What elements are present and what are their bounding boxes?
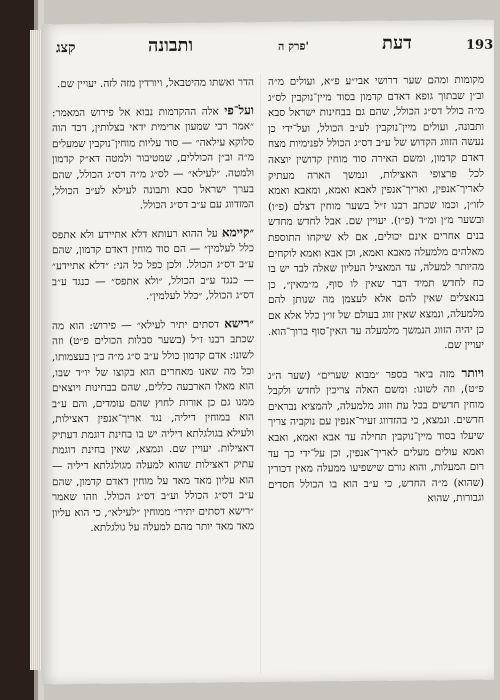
- paragraph-lead-word: ועל־פי: [224, 102, 254, 118]
- paragraph: [52, 103, 254, 215]
- paragraph-lead-word: ״רישא: [224, 315, 254, 331]
- folio-hebrew: קצג: [56, 40, 76, 57]
- column-divider: [260, 74, 261, 674]
- folio-number: 193: [466, 37, 494, 53]
- text-column-right: [268, 72, 484, 674]
- text-column-left: [52, 74, 254, 676]
- running-header: [52, 32, 494, 71]
- book-page: [42, 20, 494, 685]
- paragraph-text: מקומות ומהם שער דרושי אבי״ע פ״א, ועולים מ״ה וב״ן שבתוך גופא דאדם קדמון בסוד מיין־נוקבין לס״ג מ״ה כולל דס״ג הכולל, שהם גם בבחינות ישראל סבא ותבונה, ועולים מיין־נוקבין לע״ב הכולל, ועל־ידי כן נעשה הזווג הקדוש של ע״ב דס״ג הכולל לפנימיות מצח דאדם קדמון, ומשם האירה סוד מוחין קדושין יוצאה לכל פרצופי האצילות, ונמשך הארה מעתיק לאריך־אנפין, ואריך־אנפין לאבא ואמא, ומאבא ואמא לזו״ן, וכמו שכתב רבנו ז״ל בשער מוחין דצלם (פ״ו) ובשער מ״ן ומ״ד (פ״ו). יעויין שם. אבל לחדש מחדש בנים אחרים אינם יכולים, אם לא שיקחו התוספת מאלהים מלמעלה מאבא ואמא, וכן אבא ואמא לוקחים מהיותר למעלה, עד המאציל העליון שאלה לבד יש בו כח לחדש תמיד דבר שאין לו סוף, מ״מאין״, כן בנאצלים שאין להם אלא לעצמן מה שנותן להם מלמעלה, ונמצא שאין זווג בעולם של זו״ן כלל אלא אם כן יהיה הזווג הנמשך מלמעלה עד האין־סוף ברוך־הוא. יעויין שם.: [268, 73, 484, 352]
- paragraph: [268, 72, 484, 356]
- running-title-right: דעת: [382, 32, 412, 54]
- paragraph-text: הדר ואשתו מהיטבאל, ויורדין מזה לזה. יעויין שם.: [56, 76, 254, 91]
- chapter-label: פרק ה': [278, 39, 309, 53]
- paragraph: [52, 225, 254, 306]
- paragraph: [52, 316, 254, 537]
- paragraph-lead-word: ״קיימא: [221, 224, 254, 240]
- paragraph-text: אלה ההקדמות נבוא אל פירוש המאמר: ״אמר רבי שמעון ארימית ידאי בצלותין, דכד הוה סלוקא עילאה״ — סוד עליות מוחין־נוקבין שמעלים מ״ה וב״ן הכוללים, שמטיבור ולמטה דא״ק קדמון ולמטה. ״לעילא״ — לס״ג מ״ה דס״ג הכולל, שהם בערך ישראל סבא ותבונה לעילא לע״ב הכולל, המזדווג עם ע״ב דס״ג הכולל.: [52, 105, 254, 212]
- paragraph: [268, 365, 484, 509]
- paragraph-lead-word: ויותר: [461, 365, 484, 380]
- paragraph-text: דסתים יתיר לעילא״ — פירוש: הוא מה שכתב רבנו ז״ל (בשער סבלות הכולים פ״ט) וזה לשונו: אדם קדמון כולל ע״ב ס״ג מ״ה ב״ן בעצמותו, וכל מה שאנו מאחרים הוא בקוצו של יו״ד שבו, הוא מאלו הארבעה כללים, שהם בבחינות ויוצאים ממנו גם כן אורות לחוץ שהם עומדים, והם ע״ב הוא במוחין דיליה, נגד אריך־אנפין דאצילות, ולעילא בגולגלתא דיליה יש בו בחינת דוגמת דעתיק דאצילות. יעויין שם. ונמצא, שאין בחינת דוגמת עתיק דאצילות שהוא למעלה מגולגלתא דיליה — הוא עליון מאד מאד על מוחין דאדם קדמון, שהם ע״ב דס״ג הכולל וע״ב דס״ג הכולל. וזהו שאמר ״רישא דסתים יתיר״ ממוחין ״לעילא״, כי הוא עליון מאד מאד יותר מהם למעלה על גולגלתא.: [52, 318, 254, 535]
- paragraph: [52, 74, 254, 93]
- running-title-left: ותבונה: [148, 34, 194, 57]
- paragraph-text: על ההוא רעותא דלא אתיידע ולא אתפס כלל לעלמין״ — הם סוד מוחין דאדם קדמון, שהם ע״ב דס״ג הכולל. ולכן כפל כל הני: ״דלא אתיידע״ — כנגד ע״ב הכולל, ״ולא אתפס״ — כנגד ע״ב דס״ג הכולל, ״כלל לעלמין״.: [52, 227, 254, 303]
- paragraph-text: מזה ביאר בספר ״מבוא שערים״ (שער ה״ג פ״ט), וזה לשונו: ומשם האלה צריכין לחדש ולקבל מוחין חדשים בכל עת וזווג מלמעלה, להמציא נבראים חדשים. ונמצא, כי בהזדווג זעיר־אנפין עם נוקביה צריך שיעלו בסוד מיין־נוקבין תחילה עד אבא ואמא, ואבא ואמא עולים מעלים לאריך־אנפין, וכן על־ידי כך עד רום המעלות, והוא גורם שישפיעו ממעלה מאין דכורין (שהוא) מ״ה החדש, כי ע״ב הוא בו הכולל חסדים וגבורות, שהוא: [268, 367, 484, 505]
